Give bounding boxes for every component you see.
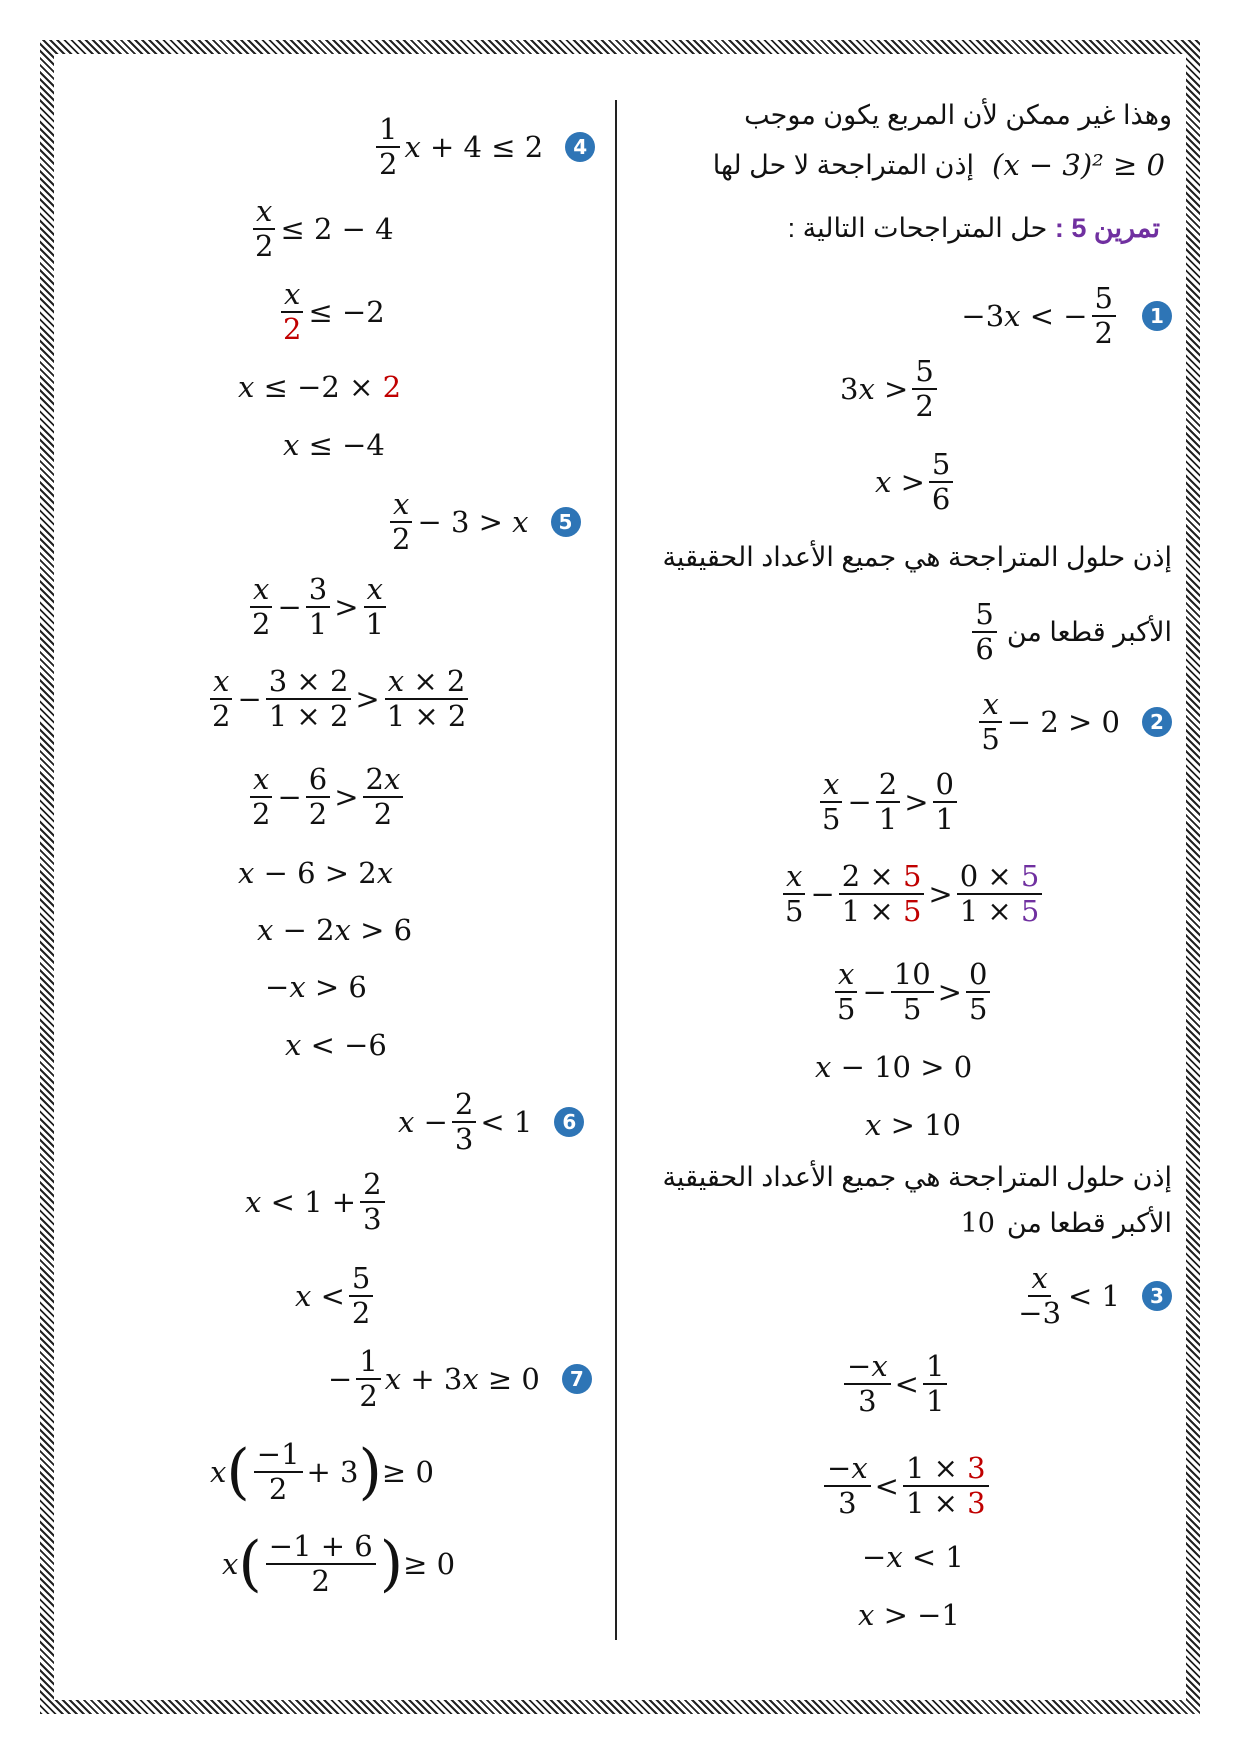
badge-5: 5	[551, 507, 581, 537]
step: x − 2x > 6	[257, 913, 413, 947]
step: x ≤ −2 × 2	[238, 370, 402, 404]
step: 3x > 5 2	[840, 355, 941, 424]
badge-7: 7	[562, 1364, 592, 1394]
step: x − 6 > 2x	[238, 856, 394, 890]
step: $\frac{x}{2}$ ≤ 2 − 4	[255, 194, 394, 264]
problem-1: −3x < − $\frac{5}{2}$ 1	[961, 282, 1172, 351]
step: −x > 6	[265, 970, 367, 1004]
step: x 5 − $\frac{2 \times 5}{1 \times 5}$ > 0 × 5 1 × 5	[778, 860, 1046, 929]
problem-6: x − $\frac{2}{3}$ < 1 6	[398, 1088, 584, 1157]
exercise-header	[788, 213, 1160, 244]
intro-line-1: وهذا غير ممكن لأن المربع يكون موجب	[744, 100, 1172, 130]
intro-line-2-math: (x − 3)² ≥ 0	[992, 148, 1165, 182]
exercise-title: تمرين 5 :	[1054, 213, 1160, 243]
step: −x < 1	[862, 1540, 964, 1574]
column-divider	[615, 100, 617, 1640]
conclusion-2-line-2: 10 الأكبر قطعا من	[960, 1208, 1172, 1239]
conclusion-2-line-1: إذن حلول المتراجحة هي جميع الأعداد الحقيقية	[662, 1162, 1172, 1192]
badge-4: 4	[565, 132, 595, 162]
step: x < −6	[285, 1028, 387, 1062]
step: x 2 − $\frac{3 \times 2}{1 \times 2}$ > x × 2 1 × 2	[212, 664, 467, 734]
step: x ( −1 + 6 2 ) ≥ 0	[222, 1529, 456, 1600]
intro-line-2	[713, 148, 1165, 182]
step: x 2 − $\frac{6}{2}$ > 2x 2	[245, 763, 407, 832]
step: x − 10 > 0	[815, 1050, 973, 1084]
intro-line-2-text: إذن المتراجحة لا حل لها	[712, 149, 975, 180]
exercise-instruction: حل المتراجحات التالية :	[787, 213, 1048, 243]
step: x ( −1 2 + 3 ) ≥ 0	[210, 1437, 434, 1508]
step: −x 3 < 1 1	[840, 1350, 951, 1419]
problem-3: x −3 < 1 3	[1011, 1262, 1172, 1331]
badge-3: 3	[1142, 1281, 1172, 1311]
step: x ≤ −4	[283, 428, 385, 462]
badge-1: 1	[1142, 301, 1172, 331]
step: −x 3 < 1 × 3 1 × 3	[820, 1452, 993, 1521]
problem-4: 1 2 x + 4 ≤ 2 4	[372, 113, 595, 182]
badge-2: 2	[1142, 707, 1172, 737]
conclusion-1-line-2: 5 6 الأكبر قطعا من	[968, 598, 1172, 667]
step: x 2 − $\frac{3}{1}$ > x 1	[252, 572, 384, 642]
step: x 5 − $\frac{10}{5}$ > 0 5	[830, 958, 994, 1027]
problem-7: − $\frac{1}{2}$ x + 3x ≥ 0 7	[328, 1345, 592, 1414]
step: x < 5 2	[295, 1262, 377, 1331]
step: x > −1	[858, 1598, 960, 1632]
conclusion-1-line-1: إذن حلول المتراجحة هي جميع الأعداد الحقيقية	[662, 542, 1172, 572]
step: x > 10	[865, 1108, 961, 1142]
badge-6: 6	[554, 1107, 584, 1137]
problem-5: x 2 − 3 > x 5	[385, 488, 581, 557]
step: x 5 − $\frac{2}{1}$ > 0 1	[815, 768, 961, 837]
problem-2: x 5 − 2 > 0 2	[974, 688, 1172, 757]
step: x < 1 + $\frac{2}{3}$	[245, 1168, 389, 1237]
step: $\frac{x}{2}$ ≤ −2	[283, 277, 385, 347]
step: x > 5 6	[875, 448, 957, 517]
